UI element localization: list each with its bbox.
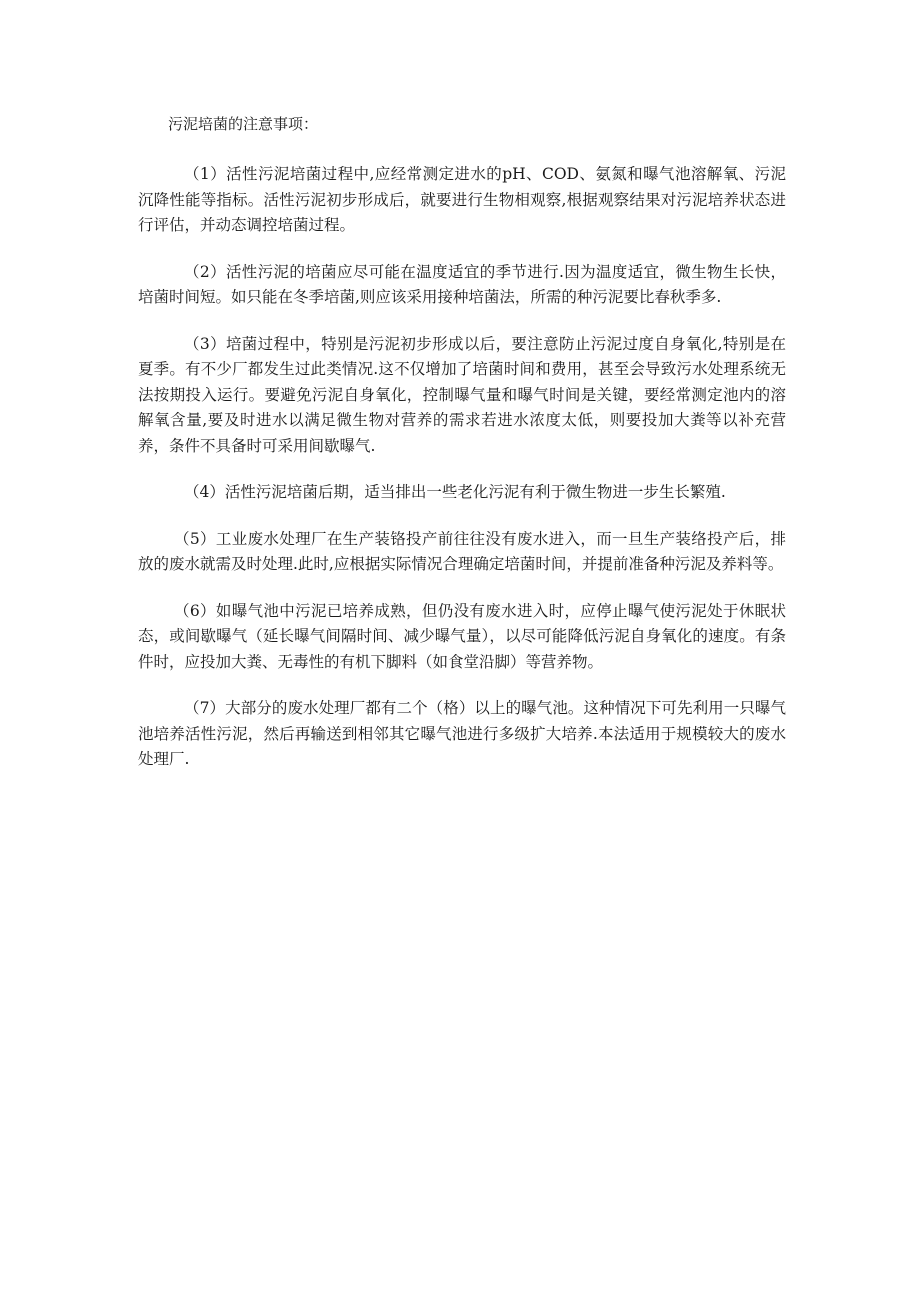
paragraph-5: （5）工业废水处理厂在生产装铬投产前往往没有废水进入，而一旦生产装络投产后，排放的废水就需及时处理.此时,应根据实际情况合理确定培菌时间，并提前准备种污泥及养料等。 bbox=[138, 529, 786, 573]
paragraph-7: （7）大部分的废水处理厂都有二个（格）以上的曝气池。这种情况下可先利用一只曝气池培养活性污泥，然后再输送到相邻其它曝气池进行多级扩大培养.本法适用于规模较大的废水处理厂. bbox=[138, 699, 786, 768]
paragraph-2: （2）活性污泥的培菌应尽可能在温度适宜的季节进行.因为温度适宜，微生物生长快，培菌时间短。如只能在冬季培菌,则应该采用接种培菌法，所需的种污泥要比春秋季多. bbox=[138, 262, 786, 306]
document-body bbox=[138, 112, 786, 794]
paragraph-1: （1）活性污泥培菌过程中,应经常测定进水的pH、COD、氨氮和曝气池溶解氧、污泥沉降性能等指标。活性污泥初步形成后，就要进行生物相观察,根据观察结果对污泥培养状态进行评估，并动态调控培菌过程。 bbox=[138, 165, 786, 234]
paragraph-6: （6）如曝气池中污泥已培养成熟，但仍没有废水进入时，应停止曝气使污泥处于休眠状态，或间歇曝气（延长曝气间隔时间、减少曝气量），以尽可能降低污泥自身氧化的速度。有条件时，应投加大粪、无毒性的有机下脚料（如食堂沿脚）等营养物。 bbox=[138, 601, 786, 671]
paragraph-3: （3）培菌过程中，特别是污泥初步形成以后，要注意防止污泥过度自身氧化,特别是在夏季。有不少厂都发生过此类情况.这不仅增加了培菌时间和费用，甚至会导致污水处理系统无法按期投入运行。要避免污泥自身氧化，控制曝气量和曝气时间是关键，要经常测定池内的溶解氧含量,要及时进水以满足微生物对营养的需求若进水浓度太低，则要投加大粪等以补充营养，条件不具备时可采用间歇曝气. bbox=[138, 334, 786, 455]
paragraph-4: （4）活性污泥培菌后期，适当排出一些老化污泥有利于微生物进一步生长繁殖. bbox=[184, 483, 726, 501]
document-title: 污泥培菌的注意事项： bbox=[168, 115, 319, 133]
